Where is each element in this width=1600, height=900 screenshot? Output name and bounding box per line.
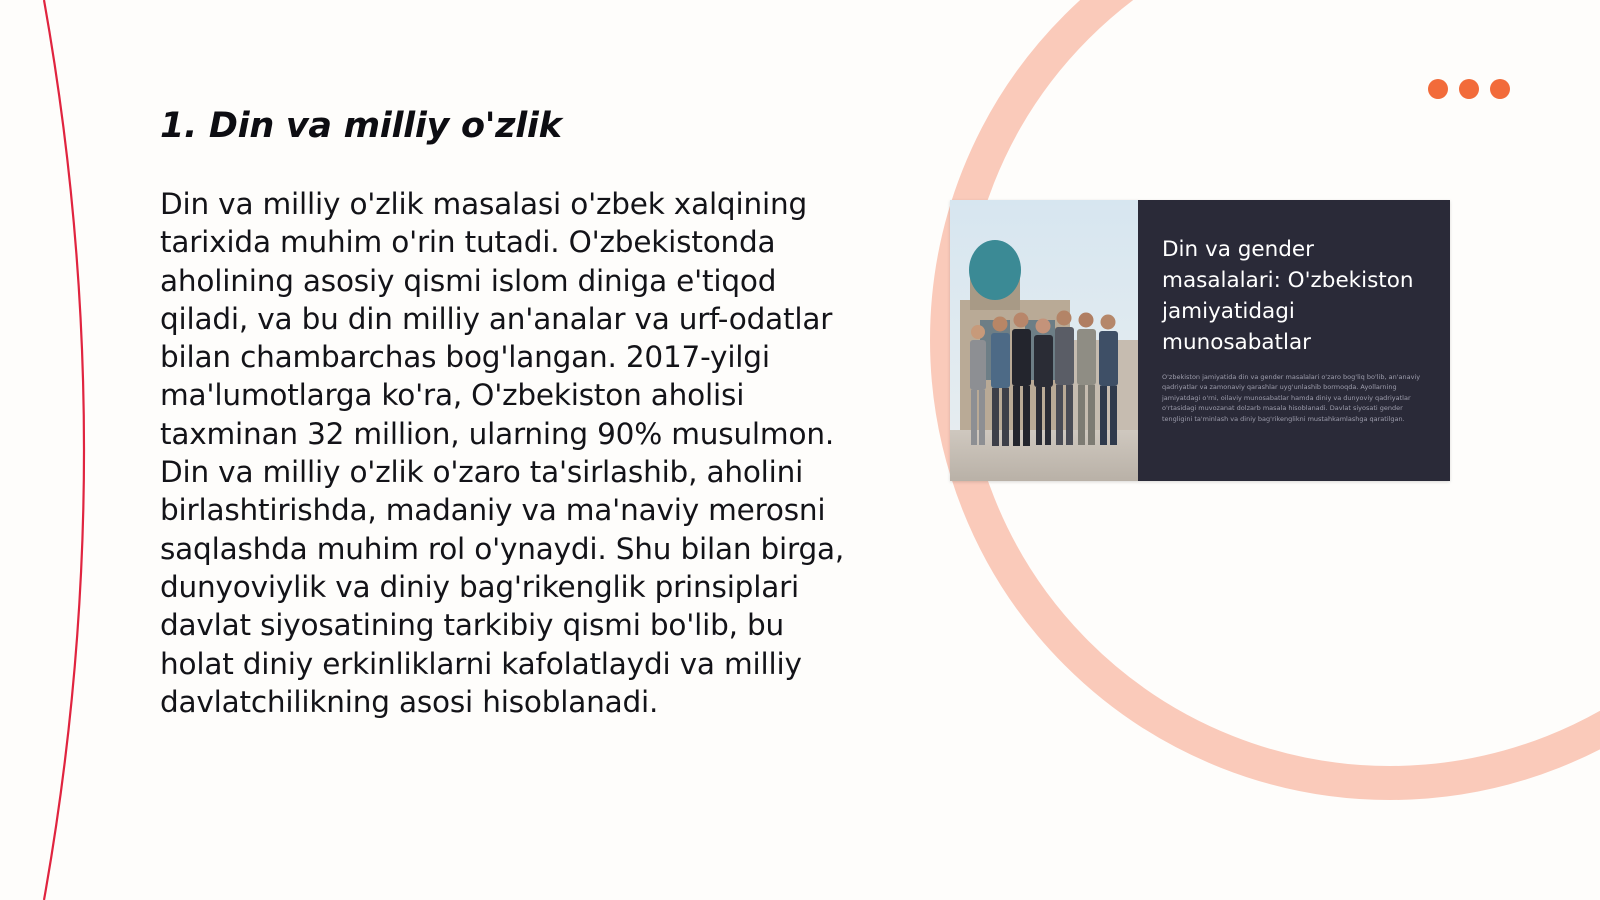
dot-icon [1459,79,1479,99]
slide-body-text: Din va milliy o'zlik masalasi o'zbek xalqining tarixida muhim o'rin tutadi. O'zbekistonda aholining asosiy qismi islom diniga e'tiqod qiladi, va bu din milliy an'analar va urf-odatlar bilan chambarchas bog'langan. 2017-yilgi ma'lumotlarga ko'ra, O'zbekiston aholisi taxminan 32 million, ularning 90% musulmon. Din va milliy o'zlik o'zaro ta'sirlashib, aholini birlashtirishda, madaniy va ma'naviy merosni saqlashda muhim rol o'ynaydi. Shu bilan birga, dunyoviylik va diniy bag'rikenglik prinsiplari davlat siyosatining tarkibiy qismi bo'lib, bu holat diniy erkinliklarni kafolatlaydi va milliy davlatchilikning asosi hisoblanadi. [160,187,845,719]
slide-title: 1. Din va milliy o'zlik [160,106,562,146]
card-text-panel [1138,200,1450,481]
decorative-dots [1428,79,1510,99]
group-photo-image [950,200,1138,481]
decorative-left-curve [44,0,84,900]
preview-card [950,200,1450,481]
dot-icon [1490,79,1510,99]
dot-icon [1428,79,1448,99]
card-description: O'zbekiston jamiyatida din va gender masalalari o'zaro bog'liq bo'lib, an'anaviy qadriyatlar va zamonaviy qarashlar uyg'unlashib bormoqda. Ayollarning jamiyatdagi o'rni, oilaviy munosabatlar hamda diniy va dunyoviy qadriyatlar o'rtasidagi muvozanat dolzarb masala hisoblanadi. Davlat siyosati gender tengligini ta'minlash va diniy bag'rikenglikni mustahkamlashga qaratilgan. [1162,373,1421,423]
card-title: Din va gender masalalari: O'zbekiston jamiyatidagi munosabatlar [1162,237,1414,355]
